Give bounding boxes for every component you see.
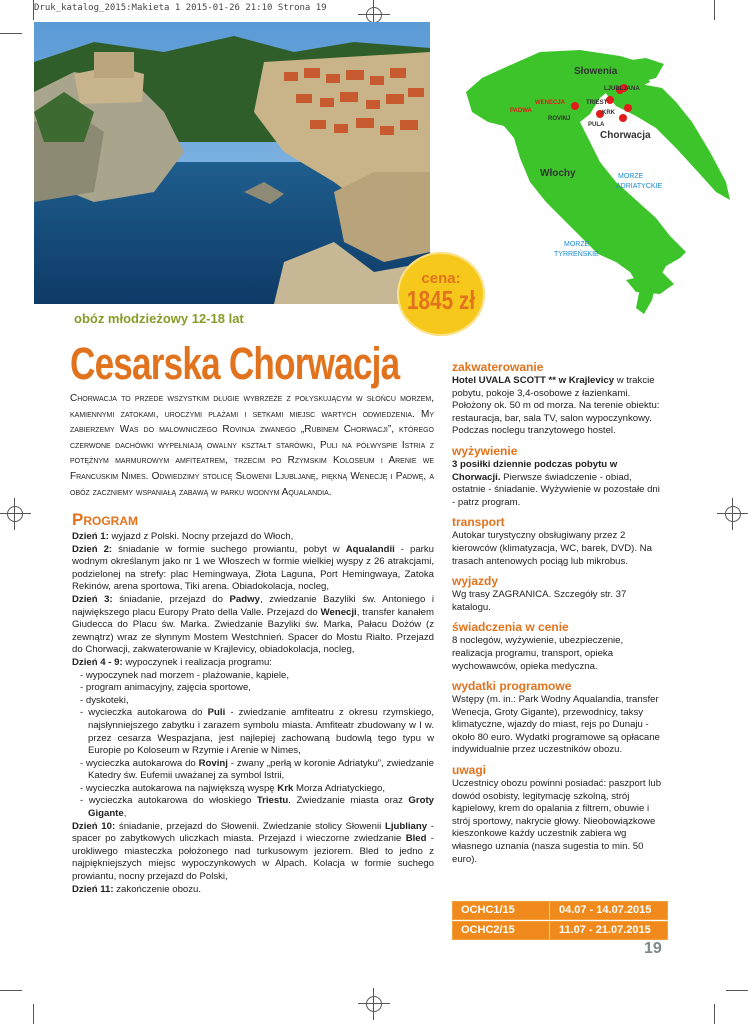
- price-label: cena:: [421, 270, 461, 287]
- heading-notes: uwagi: [452, 763, 487, 778]
- registration-mark: [5, 504, 25, 524]
- label-adriatic-1: MORZE: [618, 173, 644, 180]
- label-slovenia: Słowenia: [574, 66, 618, 77]
- details-column: zakwaterowanie Hotel UVALA SCOTT ** w Krajlevicy w trakcie pobytu, pokoje 3,4-osobowe z łazienkami. Położony ok. 50 m od morza. Na terenie obiektu: restauracja, bar, sala TV, salon wypoczynkowy. Podczas noclegu tranzytowego hostel. wyżywienie 3 posiłki dziennie podczas pobytu w Chorwacji. Pierwsze świadczenie - obiad, ostatnie - śniadanie. Wyżywienie w pozostałe dni - patrz program. transport Autokar turystyczny obsługiwany przez 2 kierowców (klimatyzacja, WC, barek, DVD). Na trasach antenowych pociąg lub mikrobus. wyjazdy Wg trasy ZAGRANICA. Szczegóły str. 37 katalogu. świadczenia w cenie 8 noclegów, wyżywienie, ubezpieczenie, realizacja programu, transport, opieka wychowawców, opieka medyczna. wydatki programowe Wstępy (m. in.: Park Wodny Aqualandia, transfer Wenecja, Groty Gigante), przewodnicy, taksy klimatyczne, wjazdy do miast, rejs po Dunaju - około 80 euro. Wydatki programowe są opłacane indywidualnie przez uczestników obozu. uwagi Uczestnicy obozu powinni posiadać: paszport lub dowód osobisty, legitymację szkolną, strój kąpielowy, krem do opalania z filtrem, obuwie i strój sportowy, nakrycie głowy. Nieobowiązkowe kieszonkowe każdy uczestnik zabiera wg własnego uznania (nasza sugestia to min. 50 euro).: [452, 360, 664, 872]
- crop-mark: [726, 990, 748, 991]
- crop-mark: [0, 990, 22, 991]
- price-badge: [397, 252, 485, 336]
- heading-transport: transport: [452, 515, 505, 530]
- dubrovnik-photo: [34, 22, 430, 304]
- city-dot: [571, 102, 579, 110]
- program-text: Dzień 1: wyjazd z Polski. Nocny przejazd do Włoch, Dzień 2: śniadanie w formie suchego prowiantu, pobyt w Aqualandii - parku wodnym określanym jako nr 1 we Włoszech w formie wielkiej wyspy z 26 atrakcjami, podzielonej na strefy: plac Hemingwaya, Złota Laguna, Port Hemingwaya, Zatoka Rekinów, arena sportowa, Tiki arena. Obiadokolacja, nocleg, Dzień 3: śniadanie, przejazd do Padwy, zwiedzanie Bazyliki św. Antoniego i największego placu Europy Prato della Valle. Przejazd do Wenecji, transfer kanałem Giudecca do Placu św. Marka. Zwiedzanie Bazyliki św. Marka, Pałacu Dożów (z zewnątrz) wraz ze słynnym Mostem Westchnień. Spacer do Mostu Rialto. Przejazd do Chorwacji, zakwaterowanie w Krajlevicy, obiadokolacja, nocleg, Dzień 4 - 9: wypoczynek i realizacja programu: - wypoczynek nad morzem - plażowanie, kąpiele, - program animacyjny, zajęcia sportowe, - dyskoteki, - wycieczka autokarowa do Puli - zwiedzanie amfiteatru z okresu rzymskiego, najsłynniejszego zabytku i zarazem symbolu miasta. Amfiteatr zbudowany w I w. przez cesarza Wespazjana, jest najlepiej zachowaną budowlą tego typu w Europie po Koloseum w Rzymie i Arenie w Nimes, - wycieczka autokarowa do Rovinj - zwany „perłą w koronie Adriatyku”, zwiedzanie Katedry św. Eufemii uważanej za symbol Istrii, - wycieczka autokarowa na największą wyspę Krk Morza Adriatyckiego, - wycieczka autokarowa do włoskiego Triestu. Zwiedzanie miasta oraz Groty Gigante, Dzień 10: śniadanie, przejazd do Słowenii. Zwiedzanie stolicy Słowenii Ljubliany - spacer po zabytkowych uliczkach miasta. Przejazd i wieczorne zwiedzanie Bled - urokliwego miasteczka położonego nad turkusowym jeziorem. Bled to jedno z najpiękniejszych miejsc wypoczynkowych w Alpach. Kolacja w formie suchego prowiantu, nocny przejazd do Polski, Dzień 11: zakończenie obozu.: [72, 531, 435, 895]
- term-code: OCHC1/15: [461, 904, 515, 916]
- city-ljubljana: LJUBLJANA: [604, 86, 640, 92]
- subtitle: obóz młodzieżowy 12-18 lat: [74, 311, 244, 326]
- city-trieste: TRIEST: [586, 100, 608, 106]
- city-krk: KRK: [602, 110, 615, 116]
- price-value: 1845 zł: [406, 285, 476, 315]
- city-pula: PULA: [588, 122, 605, 128]
- intro-text: Chorwacja to przede wszystkim długie wybrzeże z połyskującym w słońcu morzem, kamiennymi zatokami, uroczymi plażami i setkami miejsc wartych odwiedzenia. My zabierzemy Was do malowniczego Rovinja zwanego „Rubinem Chorwacji”, którego czerwone dachówki wypełniają owalny kształt starówki, Puli na półwyspie Istria z potężnym marmurowym amfiteatrem, trzecim po Rzymskim Koloseum i Arenie we Francuskim Nimes. Odwiedzimy stolicę Słowenii Ljubljanę, piękną Wenecję i Padwę, a obóz zaczniemy wspaniałą zabawą w parku wodnym Aqualandia.: [70, 393, 434, 498]
- crop-mark: [33, 0, 34, 20]
- city-padua: PADWA: [510, 108, 532, 114]
- label-tyrrhenian-2: TYRREŃSKIE: [554, 251, 599, 258]
- city-dot: [624, 104, 632, 112]
- term-dates: 11.07 - 21.07.2015: [559, 924, 651, 936]
- page-title: Cesarska Chorwacja: [70, 338, 400, 389]
- registration-mark: [364, 994, 384, 1014]
- registration-mark: [723, 504, 743, 524]
- print-header: Druk_katalog_2015:Makieta 1 2015-01-26 21:10 Strona 19: [34, 3, 327, 13]
- term-row: [452, 901, 668, 920]
- term-code: OCHC2/15: [461, 924, 515, 936]
- crop-mark: [0, 33, 22, 34]
- term-row: [452, 921, 668, 940]
- crop-mark: [714, 1004, 715, 1024]
- label-croatia: Chorwacja: [600, 130, 651, 141]
- heading-included: świadczenia w cenie: [452, 620, 569, 635]
- page-number: 19: [644, 940, 662, 957]
- term-dates: 04.07 - 14.07.2015: [559, 904, 652, 916]
- city-dot: [619, 114, 627, 122]
- heading-meals: wyżywienie: [452, 443, 518, 458]
- label-tyrrhenian-1: MORZE: [564, 241, 590, 248]
- crop-mark: [33, 1004, 34, 1024]
- city-rovinj: ROVINJ: [548, 116, 571, 122]
- heading-accommodation: zakwaterowanie: [452, 360, 544, 374]
- heading-departures: wyjazdy: [452, 574, 499, 589]
- label-adriatic-2: ADRIATYCKIE: [616, 183, 663, 190]
- crop-mark: [714, 0, 715, 20]
- city-venice: WENECJA: [535, 100, 566, 106]
- program-heading: Program: [72, 510, 139, 529]
- label-italy: Włochy: [540, 168, 576, 179]
- heading-program-costs: wydatki programowe: [452, 679, 572, 694]
